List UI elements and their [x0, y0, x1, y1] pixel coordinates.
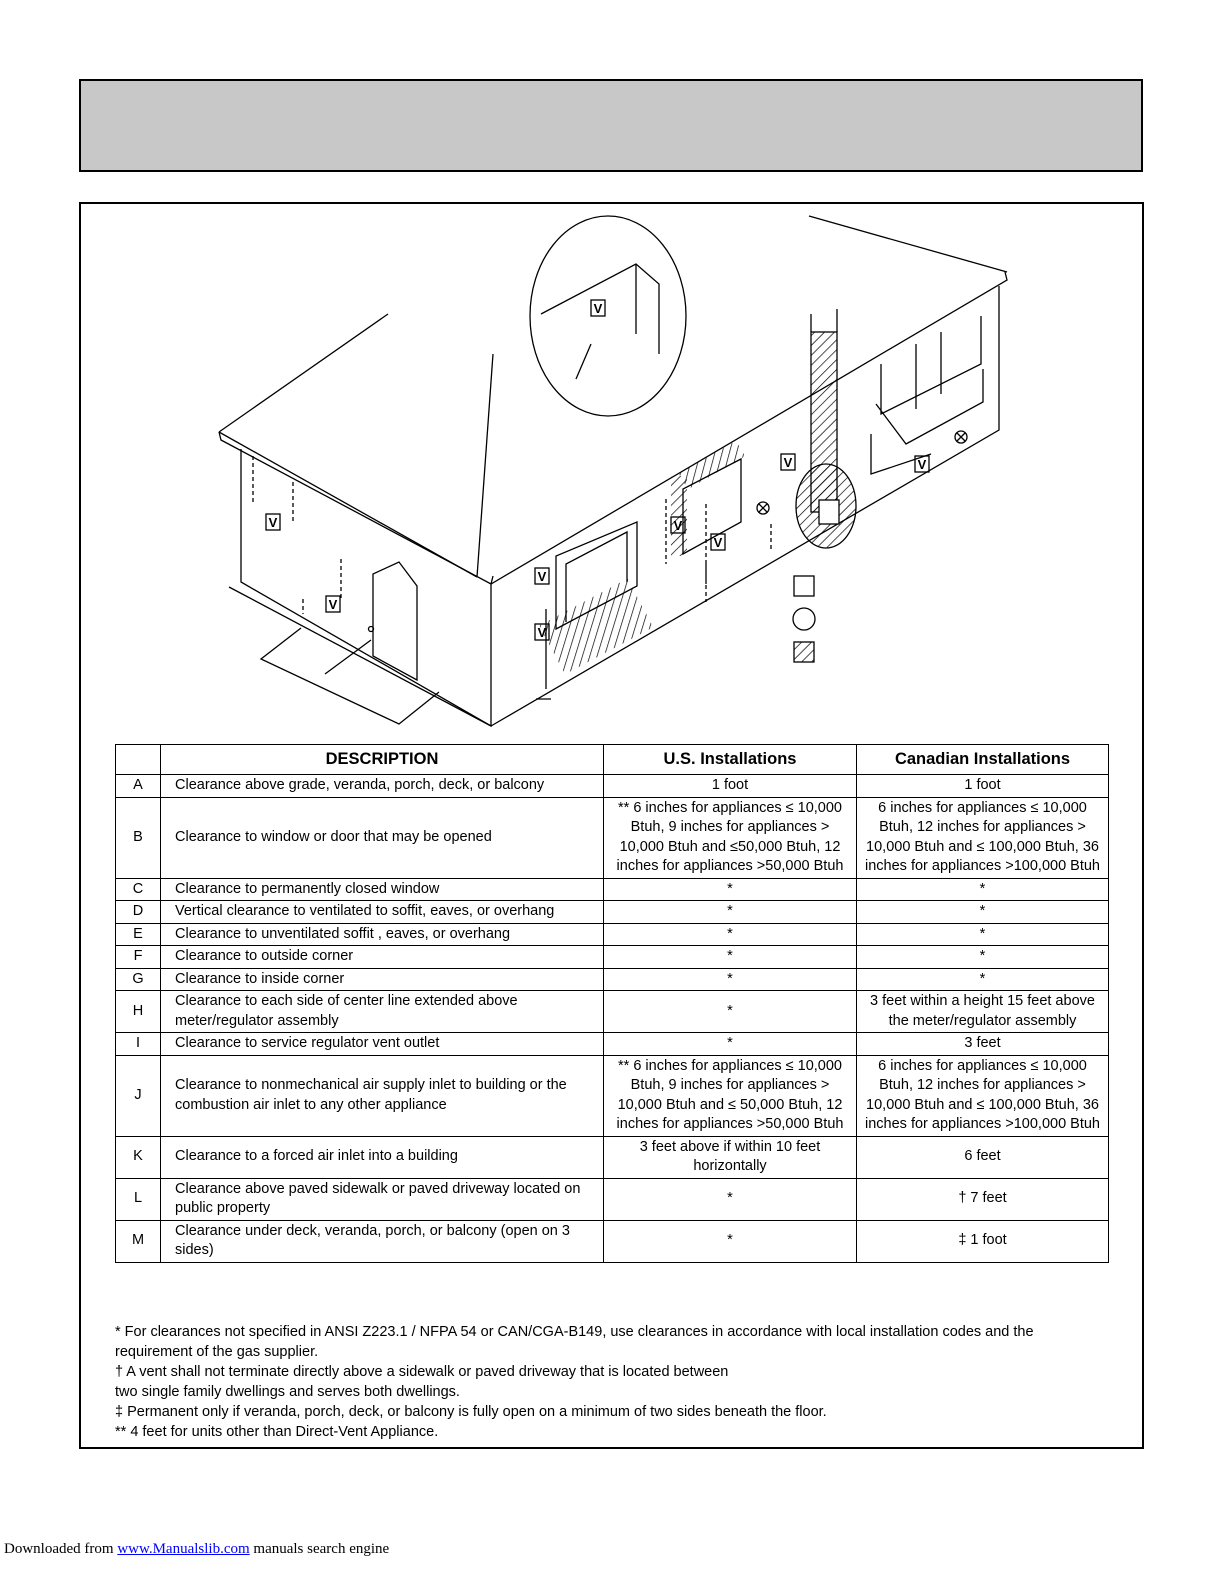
clearance-table	[115, 744, 1109, 1263]
row-canada: *	[857, 946, 1109, 969]
row-description: Clearance above grade, veranda, porch, deck, or balcony	[161, 775, 604, 798]
legend-square	[794, 576, 814, 596]
vent-label: V	[268, 515, 278, 530]
row-us: *	[604, 1220, 857, 1262]
table-row	[116, 1055, 1109, 1136]
row-letter: F	[116, 946, 161, 969]
row-description: Clearance to a forced air inlet into a building	[161, 1136, 604, 1178]
row-us: *	[604, 923, 857, 946]
row-canada: 3 feet	[857, 1033, 1109, 1056]
row-us: *	[604, 991, 857, 1033]
row-letter: A	[116, 775, 161, 798]
row-canada: 6 inches for appliances ≤ 10,000 Btuh, 12 inches for appliances > 10,000 Btuh and ≤ 100,000 Btuh, 36 inches for appliances >100,000 Btuh	[857, 797, 1109, 878]
row-letter: B	[116, 797, 161, 878]
header-us: U.S. Installations	[604, 745, 857, 775]
row-us: 3 feet above if within 10 feet horizontally	[604, 1136, 857, 1178]
house-vent-diagram	[81, 204, 1142, 744]
row-canada: 1 foot	[857, 775, 1109, 798]
table-header-row	[116, 745, 1109, 775]
vent-label: V	[917, 457, 927, 472]
balcony	[876, 316, 983, 444]
row-letter: H	[116, 991, 161, 1033]
row-canada: 6 feet	[857, 1136, 1109, 1178]
table-footnotes	[115, 1322, 1105, 1442]
vent-label: V	[713, 535, 723, 550]
vent-label: V	[673, 518, 683, 533]
row-canada: *	[857, 923, 1109, 946]
row-canada: † 7 feet	[857, 1178, 1109, 1220]
row-canada: 6 inches for appliances ≤ 10,000 Btuh, 12 inches for appliances > 10,000 Btuh and ≤ 100,000 Btuh, 36 inches for appliances >100,000 Btuh	[857, 1055, 1109, 1136]
table-row	[116, 901, 1109, 924]
table-row	[116, 991, 1109, 1033]
header-banner	[79, 79, 1143, 172]
header-description: DESCRIPTION	[161, 745, 604, 775]
row-us: *	[604, 1178, 857, 1220]
row-us: *	[604, 1033, 857, 1056]
header-canada: Canadian Installations	[857, 745, 1109, 775]
row-canada: ‡ 1 foot	[857, 1220, 1109, 1262]
vent-label: V	[783, 455, 793, 470]
row-us: *	[604, 878, 857, 901]
table-row	[116, 946, 1109, 969]
table-row	[116, 797, 1109, 878]
row-canada: *	[857, 901, 1109, 924]
row-description: Clearance to each side of center line extended above meter/regulator assembly	[161, 991, 604, 1033]
row-us: ** 6 inches for appliances ≤ 10,000 Btuh, 9 inches for appliances > 10,000 Btuh and ≤ 50,000 Btuh, 12 inches for appliances >50,000 Btuh	[604, 1055, 857, 1136]
row-description: Clearance to nonmechanical air supply inlet to building or the combustion air inlet to any other appliance	[161, 1055, 604, 1136]
row-letter: K	[116, 1136, 161, 1178]
detail-magnifier	[530, 216, 686, 416]
table-row	[116, 775, 1109, 798]
row-us: 1 foot	[604, 775, 857, 798]
vent-label: V	[537, 569, 547, 584]
footnote: † A vent shall not terminate directly above a sidewalk or paved driveway that is located between	[115, 1364, 729, 1380]
row-letter: G	[116, 968, 161, 991]
row-canada: 3 feet within a height 15 feet above the meter/regulator assembly	[857, 991, 1109, 1033]
row-letter: D	[116, 901, 161, 924]
row-canada: *	[857, 878, 1109, 901]
row-letter: I	[116, 1033, 161, 1056]
clearance-figure-box	[79, 202, 1144, 1449]
manualslib-link[interactable]: www.Manualslib.com	[117, 1541, 250, 1557]
row-description: Clearance under deck, veranda, porch, or balcony (open on 3 sides)	[161, 1220, 604, 1262]
row-us: ** 6 inches for appliances ≤ 10,000 Btuh, 9 inches for appliances > 10,000 Btuh and ≤50,000 Btuh, 12 inches for appliances >50,000 Btuh	[604, 797, 857, 878]
footnote: * For clearances not specified in ANSI Z223.1 / NFPA 54 or CAN/CGA-B149, use clearances in accordance with local installation codes and the requirement of the gas supplier.	[115, 1324, 1034, 1360]
table-row	[116, 968, 1109, 991]
row-description: Clearance above paved sidewalk or paved driveway located on public property	[161, 1178, 604, 1220]
table-row	[116, 1136, 1109, 1178]
roof-outline	[219, 272, 1007, 584]
legend-circle	[793, 608, 815, 630]
footnote: two single family dwellings and serves both dwellings.	[115, 1384, 460, 1400]
row-letter: J	[116, 1055, 161, 1136]
row-us: *	[604, 901, 857, 924]
row-description: Clearance to service regulator vent outlet	[161, 1033, 604, 1056]
table-row	[116, 1033, 1109, 1056]
row-description: Clearance to permanently closed window	[161, 878, 604, 901]
row-letter: E	[116, 923, 161, 946]
row-description: Clearance to outside corner	[161, 946, 604, 969]
table-row	[116, 923, 1109, 946]
table-row	[116, 1178, 1109, 1220]
legend-hatched	[794, 642, 814, 662]
row-description: Clearance to unventilated soffit , eaves, or overhang	[161, 923, 604, 946]
row-canada: *	[857, 968, 1109, 991]
table-row	[116, 1220, 1109, 1262]
footer-suffix: manuals search engine	[249, 1541, 390, 1557]
row-letter: C	[116, 878, 161, 901]
row-description: Clearance to inside corner	[161, 968, 604, 991]
row-us: *	[604, 946, 857, 969]
vent-label: V	[328, 597, 338, 612]
header-letter	[116, 745, 161, 775]
footnote: ** 4 feet for units other than Direct-Vent Appliance.	[115, 1424, 439, 1440]
row-description: Vertical clearance to ventilated to soffit, eaves, or overhang	[161, 901, 604, 924]
vent-label: V	[537, 625, 547, 640]
row-description: Clearance to window or door that may be opened	[161, 797, 604, 878]
vent-label: V	[593, 301, 603, 316]
row-us: *	[604, 968, 857, 991]
download-footer	[4, 1541, 389, 1558]
footnote: ‡ Permanent only if veranda, porch, deck, or balcony is fully open on a minimum of two sides beneath the floor.	[115, 1404, 827, 1420]
footer-prefix: Downloaded from	[4, 1541, 118, 1557]
row-letter: L	[116, 1178, 161, 1220]
table-row	[116, 878, 1109, 901]
row-letter: M	[116, 1220, 161, 1262]
